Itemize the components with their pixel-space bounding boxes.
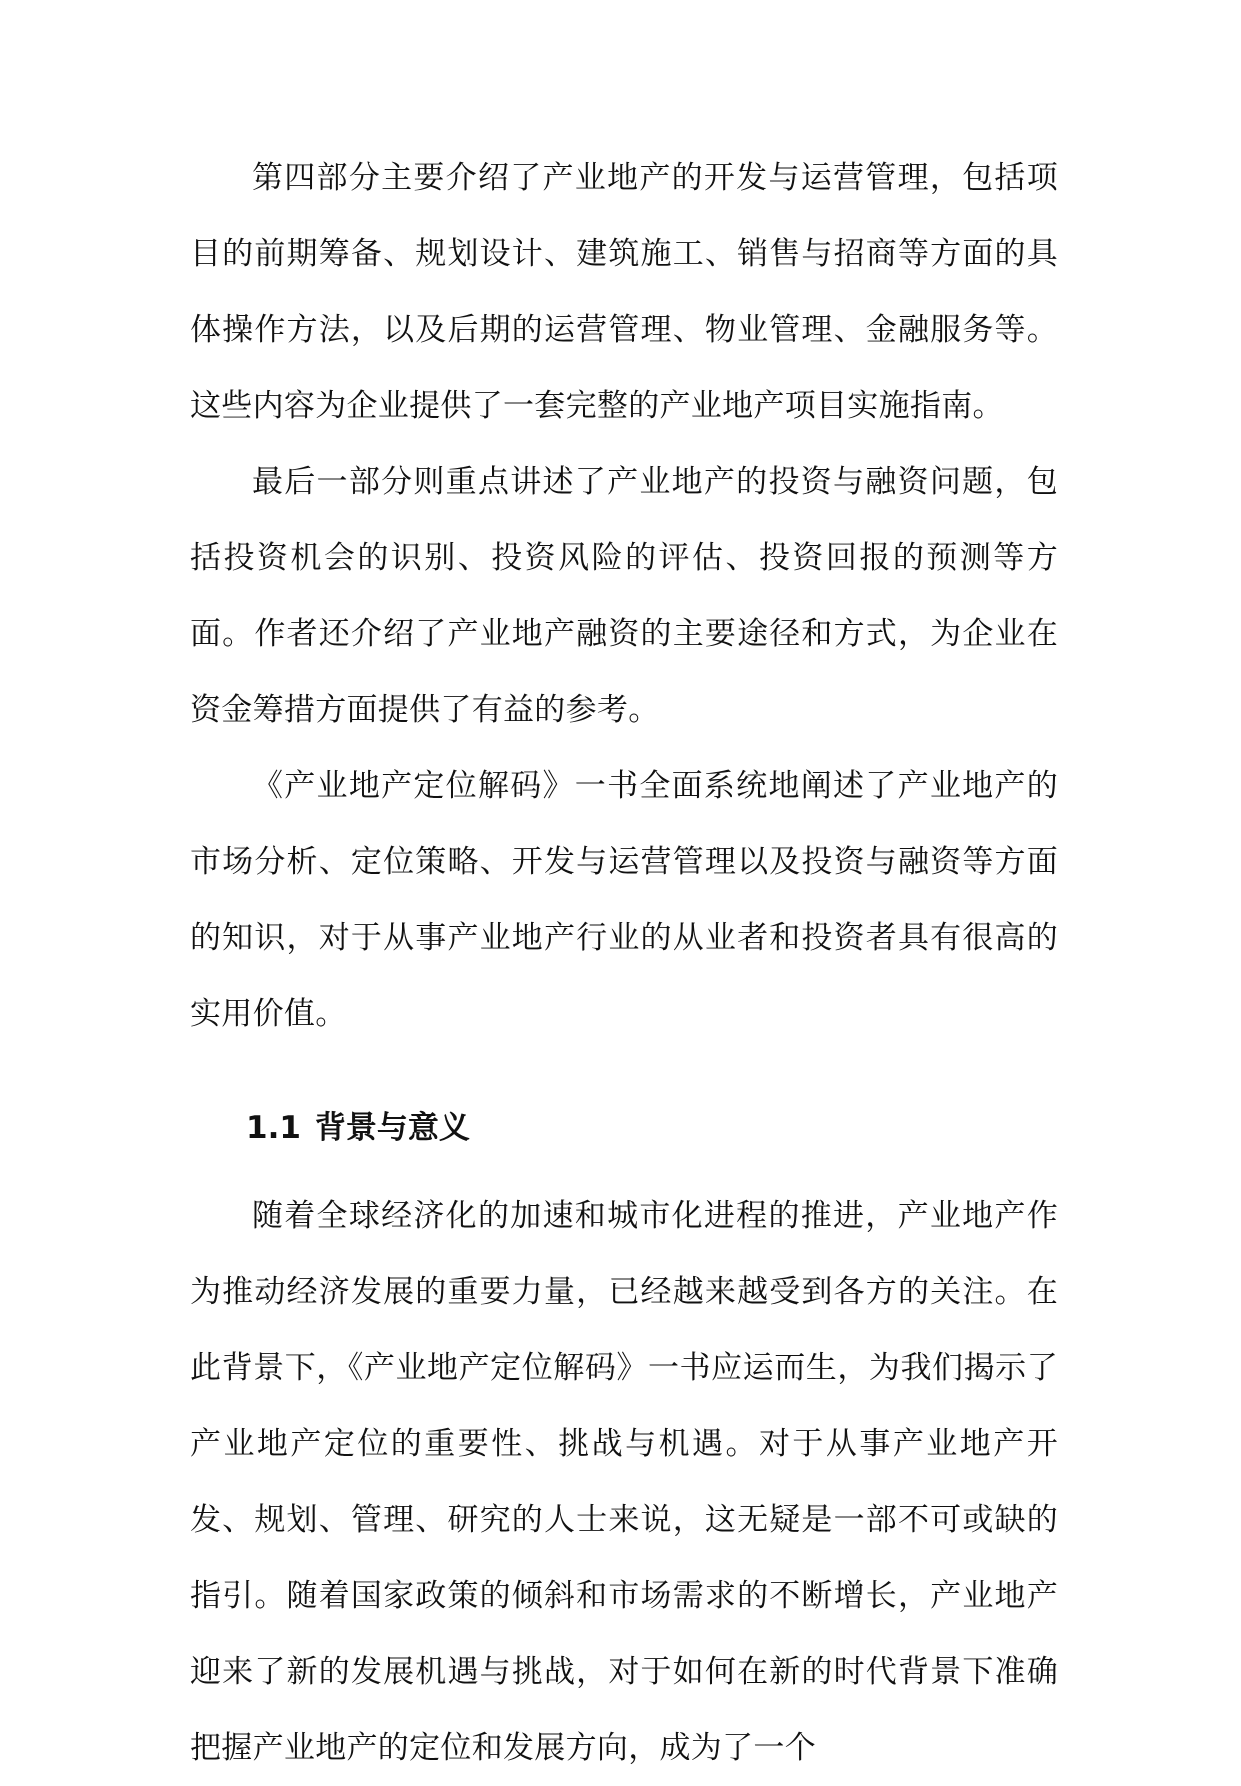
paragraph-investment-financing: 最后一部分则重点讲述了产业地产的投资与融资问题，包括投资机会的识别、投资风险的评估、投资回报的预测等方面。作者还介绍了产业地产融资的主要途径和方式，为企业在资金筹措方面提供了有益的参考。	[190, 464, 1058, 728]
paragraph-background: 随着全球经济化的加速和城市化进程的推进，产业地产作为推动经济发展的重要力量，已经越来越受到各方的关注。在此背景下，《产业地产定位解码》一书应运而生，为我们揭示了产业地产定位的重要性、挑战与机遇。对于从事产业地产开发、规划、管理、研究的人士来说，这无疑是一部不可或缺的指引。随着国家政策的倾斜和市场需求的不断增长，产业地产迎来了新的发展机遇与挑战，对于如何在新的时代背景下准确把握产业地产的定位和发展方向，成为了一个	[190, 1198, 1058, 1766]
section-number: 1.1	[246, 1110, 301, 1146]
document-body	[190, 140, 1058, 1786]
paragraph-development-operations: 第四部分主要介绍了产业地产的开发与运营管理，包括项目的前期筹备、规划设计、建筑施工、销售与招商等方面的具体操作方法，以及后期的运营管理、物业管理、金融服务等。这些内容为企业提供了一套完整的产业地产项目实施指南。	[190, 160, 1058, 424]
section-title: 背景与意义	[314, 1110, 470, 1146]
section-heading	[190, 1078, 1058, 1178]
paragraph-book-summary: 《产业地产定位解码》一书全面系统地阐述了产业地产的市场分析、定位策略、开发与运营管理以及投资与融资等方面的知识，对于从事产业地产行业的从业者和投资者具有很高的实用价值。	[190, 768, 1058, 1032]
